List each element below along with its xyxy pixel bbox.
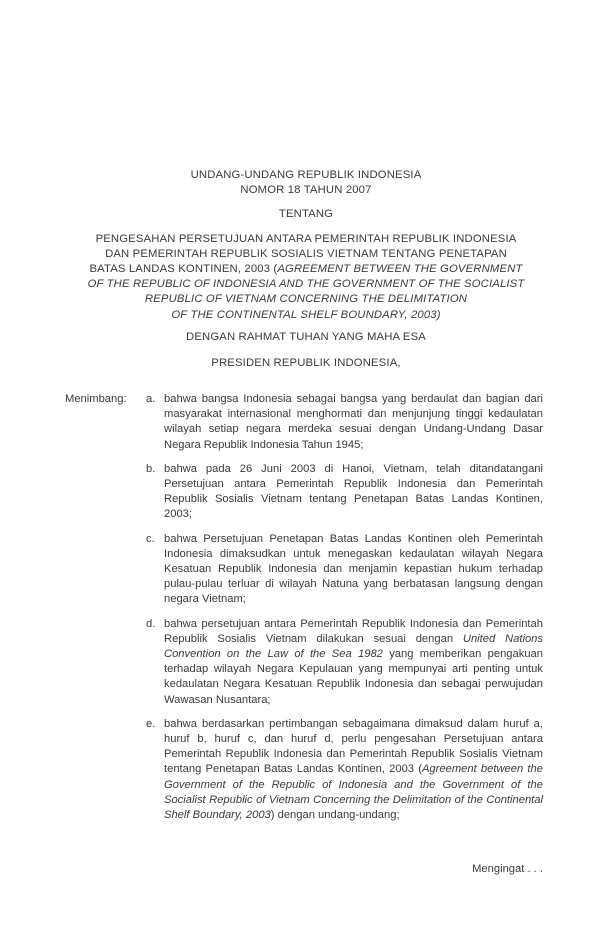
clause-marker-e: e. xyxy=(146,717,156,730)
page-continuation-note: Mengingat . . . xyxy=(472,863,543,875)
title-heading-line-3-plain: BATAS LANDAS KONTINEN, 2003 ( xyxy=(89,263,278,276)
title-heading-line-4: OF THE REPUBLIC OF INDONESIA AND THE GOVERNMENT OF THE SOCIALIST xyxy=(87,278,525,291)
clause-marker-d: d. xyxy=(146,617,156,630)
clause-text-e xyxy=(164,717,543,823)
clause-marker-b: b. xyxy=(146,462,156,475)
clause-e-part-2: ) dengan undang-undang; xyxy=(270,809,400,822)
clause-item-b xyxy=(65,462,543,523)
clause-text-b-body: bahwa pada 26 Juni 2003 di Hanoi, Vietnam, telah ditandatangani Persetujuan antara Pemerintah Republik Indonesia dan Pemerintah Republik Sosialis Vietnam tentang Penetapan Batas Landas Kontinen, 2003; xyxy=(164,462,543,521)
title-line-number-year: NOMOR 18 TAHUN 2007 xyxy=(240,184,372,197)
considering-section xyxy=(65,392,543,823)
clause-text-a xyxy=(164,392,543,453)
clause-text-c xyxy=(164,532,543,608)
title-heading-line-3-italic: AGREEMENT BETWEEN THE GOVERNMENT xyxy=(277,263,523,276)
clause-text-d-body xyxy=(164,617,543,708)
title-heading-line-1: PENGESAHAN PERSETUJUAN ANTARA PEMERINTAH REPUBLIK INDONESIA xyxy=(95,232,517,245)
clause-e-part-1: bahwa berdasarkan pertimbangan sebagaimana dimaksud dalam huruf a, huruf b, huruf c, dan huruf d, perlu pengesahan Persetujuan antara Pemerintah Republik Indonesia dan Pemerintah Republik Sosialis Vietnam tentang Penetapan Batas Landas Kontinen, 2003 ( xyxy=(164,717,543,776)
title-spacer xyxy=(72,198,540,207)
clause-text-c-body: bahwa Persetujuan Penetapan Batas Landas Kontinen oleh Pemerintah Indonesia dimaksudkan untuk menegaskan kedaulatan wilayah Negara Kesatuan Republik Indonesia dan menjamin kepastian hukum terhadap pulau-pulau terluar di wilayah Natuna yang berbatasan langsung dengan negara Vietnam; xyxy=(164,532,543,606)
document-title-block xyxy=(72,168,540,323)
title-spacer-2 xyxy=(72,223,540,232)
title-heading-line-6: OF THE CONTINENTAL SHELF BOUNDARY, 2003) xyxy=(171,308,441,321)
clause-d-part-2: yang memberikan pengakuan terhadap wilayah Negara Kepulauan yang mempunyai arti penting untuk kedaulatan Negara Kesatuan Republik Indonesia dan sebagai perwujudan Wawasan Nusantara; xyxy=(164,648,543,706)
clause-marker-c: c. xyxy=(146,532,155,545)
title-line-law-type: UNDANG-UNDANG REPUBLIK INDONESIA xyxy=(190,169,422,181)
clause-item-c xyxy=(65,532,543,608)
president-line: PRESIDEN REPUBLIK INDONESIA, xyxy=(211,357,401,370)
clause-e-agreement-name: Agreement between the Government of the Republic of Indonesia and the Government of the Socialist Republic of Vietnam Concerning the Delimitation of the Continental Shelf Boundary, 2003 xyxy=(164,763,543,822)
clause-d-part-1: bahwa persetujuan antara Pemerintah Republik Indonesia dan Pemerintah Republik Sosialis Vietnam dilakukan sesuai dengan xyxy=(164,617,543,645)
clause-item-d xyxy=(65,617,543,708)
subtitle-block xyxy=(72,330,540,371)
title-heading-line-3 xyxy=(72,262,540,277)
clause-text-d xyxy=(164,617,543,708)
title-line-tentang: TENTANG xyxy=(278,208,334,221)
title-heading-line-2: DAN PEMERINTAH REPUBLIK SOSIALIS VIETNAM TENTANG PENETAPAN xyxy=(105,247,507,260)
subtitle-spacer xyxy=(72,345,540,356)
clause-text-a-body: bahwa bangsa Indonesia sebagai bangsa yang berdaulat dan bagian dari masyarakat internasional menghormati dan menjunjung tinggi kedaulatan wilayah setiap negara merdeka sesuai dengan Undang-Undang Dasar Negara Republik Indonesia Tahun 1945; xyxy=(164,393,543,451)
title-heading-line-5: REPUBLIC OF VIETNAM CONCERNING THE DELIMITATION xyxy=(144,293,468,306)
considering-label: Menimbang: xyxy=(65,393,127,405)
blessing-line: DENGAN RAHMAT TUHAN YANG MAHA ESA xyxy=(186,331,426,343)
clause-text-e-body xyxy=(164,717,543,823)
clause-d-treaty-name: United Nations Convention on the Law of the Sea 1982 xyxy=(164,632,543,661)
clause-item-e xyxy=(65,717,543,823)
clause-marker-a: a. xyxy=(146,393,156,405)
clause-text-b xyxy=(164,462,543,523)
clause-item-a xyxy=(65,392,543,453)
